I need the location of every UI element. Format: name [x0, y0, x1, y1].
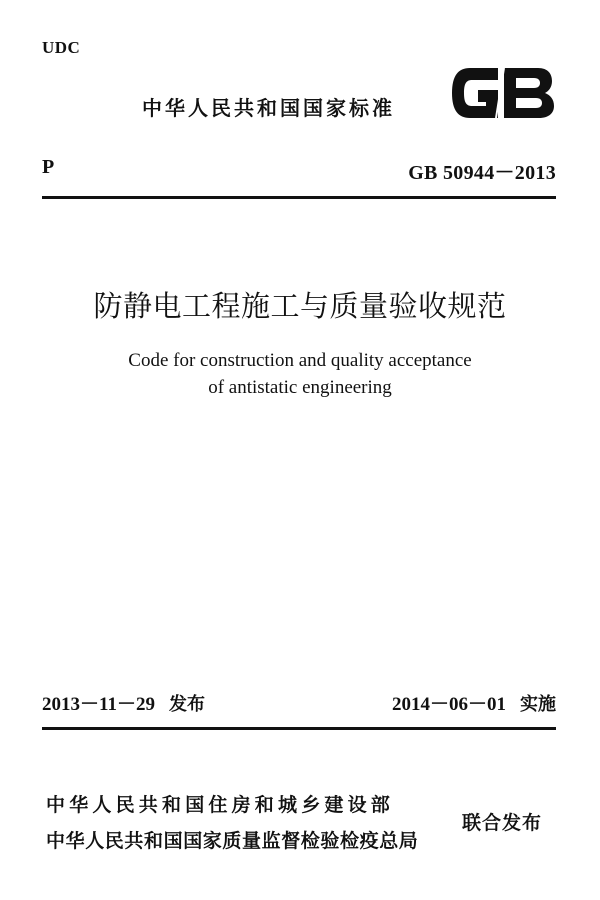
udc-label: UDC [42, 38, 81, 57]
category-code: P [42, 156, 55, 178]
joint-publish-label: 联合发布 [462, 812, 543, 834]
issue-label: 发布 [168, 694, 205, 715]
implement-label: 实施 [520, 694, 556, 715]
bottom-divider [42, 727, 556, 730]
document-title-en-line2: of antistatic engineering [208, 377, 392, 398]
publisher-org-2: 中华人民共和国国家质量监督检验检疫总局 [46, 830, 419, 852]
top-divider [42, 196, 556, 199]
document-title-en-line1: Code for construction and quality acceptance [128, 350, 472, 371]
standard-type-title: 中华人民共和国国家标准 [142, 96, 395, 120]
issue-date: 2013－11－29 [42, 694, 155, 715]
implement-date-block [392, 689, 556, 716]
standard-number: GB 50944－2013 [408, 162, 556, 184]
issue-date-block [42, 689, 205, 716]
gb-logo [448, 60, 558, 126]
document-title-cn: 防静电工程施工与质量验收规范 [93, 289, 507, 323]
implement-date: 2014－06－01 [391, 694, 506, 715]
publisher-org-1: 中华人民共和国住房和城乡建设部 [46, 794, 395, 816]
